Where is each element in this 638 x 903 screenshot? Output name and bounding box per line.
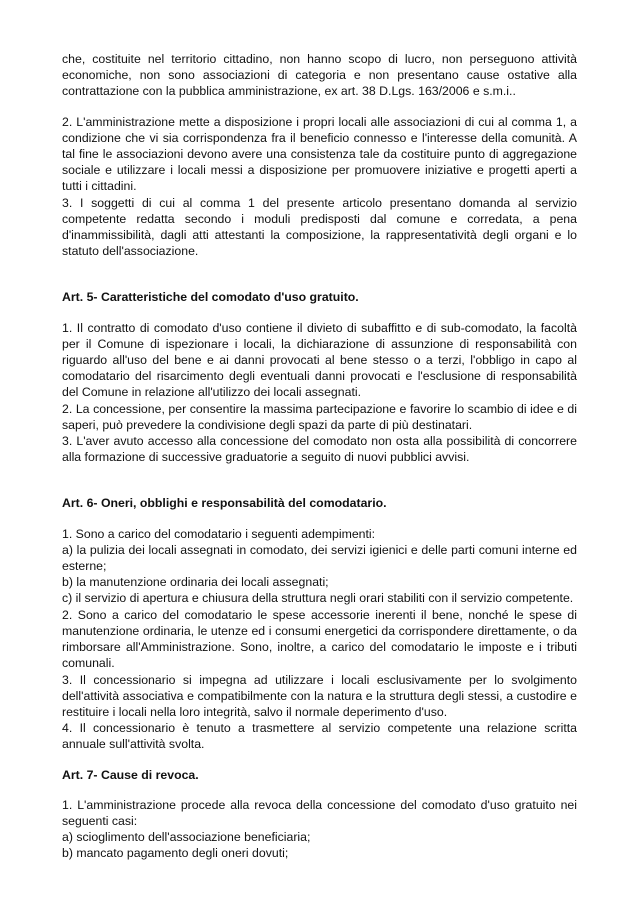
art5-paragraph-2: 2. La concessione, per consentire la massima partecipazione e favorire lo scambio di idee e di saperi, può prevedere la condivisione degli spazi da parte di più destinatari.: [62, 401, 577, 432]
document-page: [62, 51, 577, 862]
art5-paragraph-1: 1. Il contratto di comodato d'uso contiene il divieto di subaffitto e di sub-comodato, la facoltà per il Comune di ispezionare i locali, la dichiarazione di assunzione di responsabilità con riguardo all'uso del bene e ai danni provocati al bene stesso o a terzi, l'obbligo in capo al comodatario del risarcimento degli eventuali danni provocati e l'esclusione di responsabilità del Comune in relazione all'utilizzo dei locali assegnati.: [62, 320, 577, 400]
art6-paragraph-3: 3. Il concessionario si impegna ad utilizzare i locali esclusivamente per lo svolgimento dell'attività associativa e compatibilmente con la natura e la struttura degli stessi, a custodire e restituire i locali nella loro integrità, salvo il normale deperimento d'uso.: [62, 672, 577, 719]
art6-item-c: c) il servizio di apertura e chiusura della struttura negli orari stabiliti con il servizio competente.: [62, 591, 574, 606]
continuation-paragraph: che, costituite nel territorio cittadino, non hanno scopo di lucro, non perseguono attività economiche, non sono associazioni di categoria e non presentano cause ostative alla contrattazione con la pubblica amministrazione, ex art. 38 D.Lgs. 163/2006 e s.m.i..: [62, 52, 577, 99]
art6-paragraph-2: 2. Sono a carico del comodatario le spese accessorie inerenti il bene, nonché le spese di manutenzione ordinaria, le utenze ed i consumi energetici da corrispondere direttamente, o da rimborsare all'Amministrazione. Sono, inoltre, a carico del comodatario le imposte e i tributi comunali.: [62, 607, 577, 671]
art5-paragraph-3: 3. L'aver avuto accesso alla concessione del comodato non osta alla possibilità di concorrere alla formazione di successive graduatorie a seguito di nuovi pubblici avvisi.: [62, 434, 577, 465]
art6-heading: Art. 6- Oneri, obblighi e responsabilità del comodatario.: [62, 496, 387, 511]
art7-heading: Art. 7- Cause di revoca.: [62, 767, 199, 782]
art6-item-a: a) la pulizia dei locali assegnati in comodato, dei servizi igienici e delle parti comuni interne ed esterne;: [62, 542, 577, 574]
art6-item-b: b) la manutenzione ordinaria dei locali assegnati;: [62, 575, 329, 590]
art6-paragraph-4: 4. Il concessionario è tenuto a trasmettere al servizio competente una relazione scritta annuale sull'attività svolta.: [62, 721, 577, 752]
art7-paragraph-1: 1. L'amministrazione procede alla revoca della concessione del comodato d'uso gratuito nei seguenti casi:: [62, 797, 577, 828]
art5-heading: Art. 5- Caratteristiche del comodato d'uso gratuito.: [62, 290, 359, 305]
art7-item-a: a) scioglimento dell'associazione beneficiaria;: [62, 830, 311, 845]
art7-item-b: b) mancato pagamento degli oneri dovuti;: [62, 846, 289, 861]
art4-paragraph-2: 2. L'amministrazione mette a disposizione i propri locali alle associazioni di cui al comma 1, a condizione che vi sia corrispondenza fra il beneficio connesso e l'interesse della comunità. A tal fine le associazioni devono avere una consistenza tale da costituire punto di aggregazione sociale e utilizzare i locali messi a disposizione per promuovere iniziative e progetti aperti a tutti i cittadini.: [62, 114, 577, 194]
art6-paragraph-1: 1. Sono a carico del comodatario i seguenti adempimenti:: [62, 526, 376, 541]
art4-paragraph-3: 3. I soggetti di cui al comma 1 del presente articolo presentano domanda al servizio competente redatta secondo i moduli predisposti dal comune e corredata, a pena d'inammissibilità, dagli atti attestanti la composizione, la rappresentatività degli organi e lo statuto dell'associazione.: [62, 195, 577, 259]
